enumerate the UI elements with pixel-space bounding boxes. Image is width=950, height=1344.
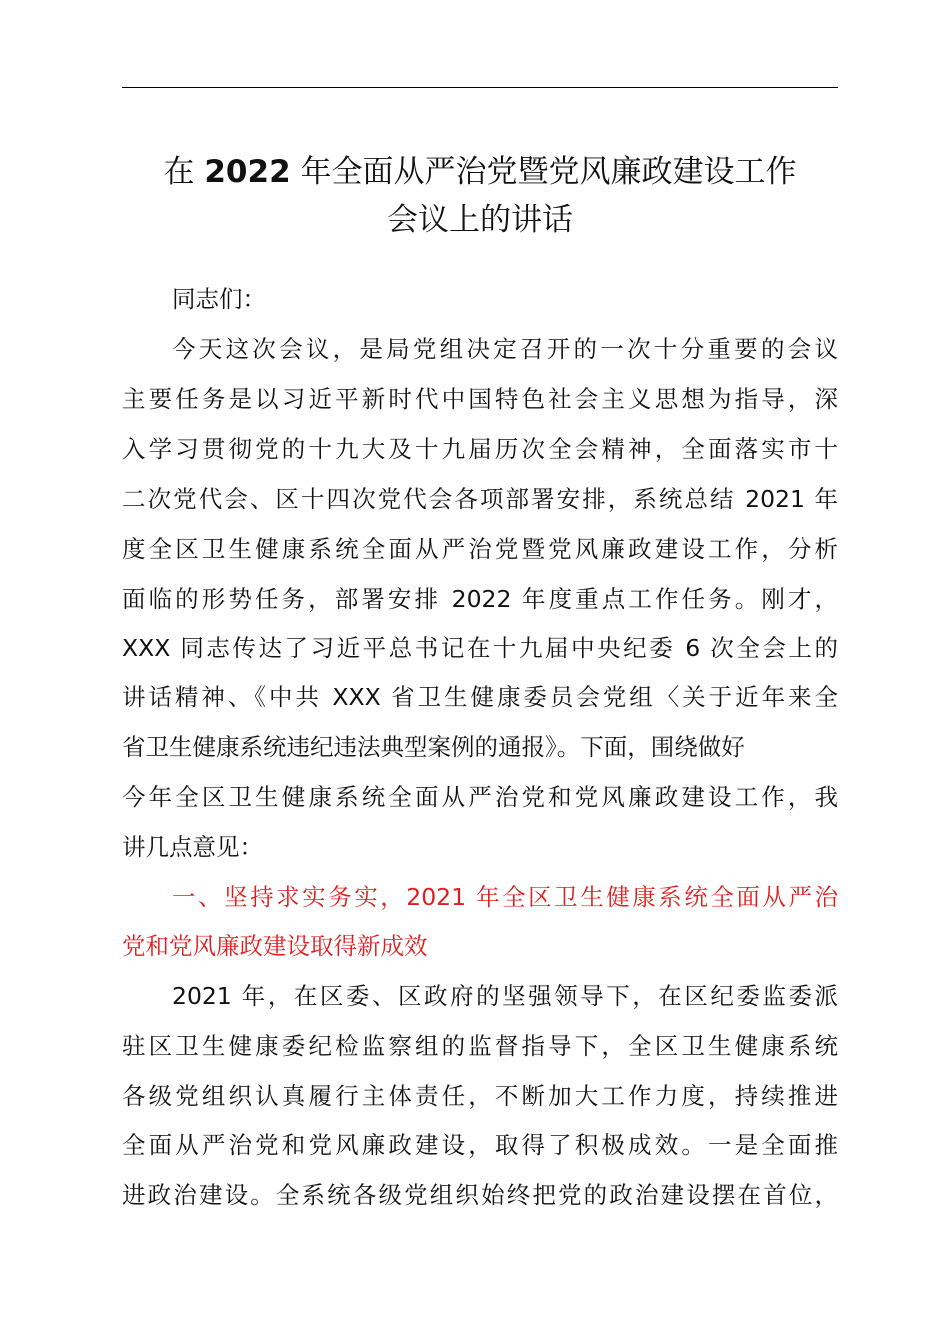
section-heading-line: 党和党风廉政建设取得新成效 [122,932,428,960]
body-line: 进政治建设。全系统各级党组织始终把党的政治建设摆在首位， [122,1181,838,1209]
body-line: 驻区卫生健康委纪检监察组的监督指导下，全区卫生健康系统 [122,1032,838,1060]
body-line: 主要任务是以习近平新时代中国特色社会主义思想为指导，深 [122,385,838,413]
body-line: 讲几点意见： [122,833,263,861]
body-line: 面临的形势任务，部署安排 2022 年度重点工作任务。刚才， [122,585,838,613]
body-line: 讲话精神、《中共 XXX 省卫生健康委员会党组〈关于近年来全 [122,683,838,711]
body-line: 各级党组织认真履行主体责任，不断加大工作力度，持续推进 [122,1082,838,1110]
body-line: 今年全区卫生健康系统全面从严治党和党风廉政建设工作，我 [122,783,838,811]
document-title [112,148,848,244]
salutation: 同志们： [172,285,266,313]
body-line: 度全区卫生健康系统全面从严治党暨党风廉政建设工作，分析 [122,535,838,563]
body-line: 入学习贯彻党的十九大及十九届历次全会精神，全面落实市十 [122,435,838,463]
title-line-2: 会议上的讲话 [387,202,573,238]
body-line: 2021 年，在区委、区政府的坚强领导下，在区纪委监委派 [172,982,838,1010]
header-rule [122,87,838,88]
title-line-1: 在 2022 年全面从严治党暨党风廉政建设工作 [163,154,797,190]
body-line: 全面从严治党和党风廉政建设，取得了积极成效。一是全面推 [122,1131,838,1159]
body-line: 二次党代会、区十四次党代会各项部署安排，系统总结 2021 年 [122,485,838,513]
body-line: XXX 同志传达了习近平总书记在十九届中央纪委 6 次全会上的 [122,634,838,662]
body-line: 今天这次会议，是局党组决定召开的一次十分重要的会议 [172,335,838,363]
body-line: 省卫生健康系统违纪违法典型案例的通报》。下面，围绕做好 [122,733,745,761]
section-heading-line: 一、坚持求实务实，2021 年全区卫生健康系统全面从严治 [172,883,838,911]
